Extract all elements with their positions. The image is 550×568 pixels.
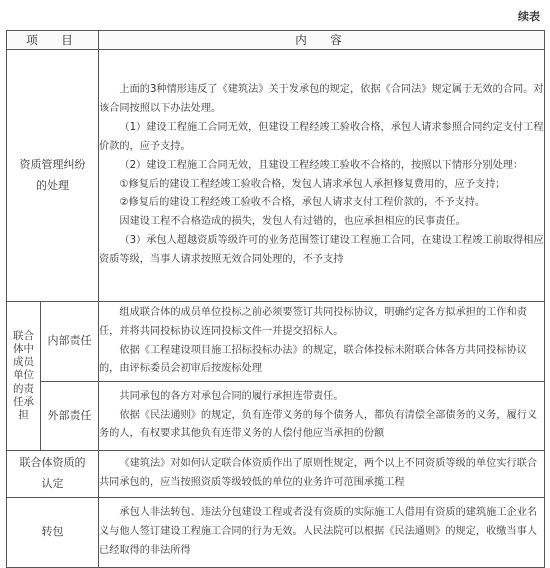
row-content-qualification — [99, 50, 545, 302]
table-row — [7, 382, 545, 451]
row-label-subcontract: 转包 — [7, 498, 99, 568]
row-label-consortium-qualification: 联合体资质的认定 — [7, 451, 99, 498]
row-content-consortium-qualification — [99, 451, 545, 498]
row-label-external: 外部责任 — [41, 382, 99, 451]
row-content-subcontract — [99, 498, 545, 568]
table-row — [7, 302, 545, 382]
row-label-consortium-liability: 联合体中成员单位的责任承担 — [7, 302, 41, 451]
header-item: 项 目 — [7, 31, 99, 50]
paragraph: 上面的3种情形违反了《建筑法》关于发承包的规定，依据《合同法》规定属于无效的合同。对该合同按照以下办法处理。 — [99, 84, 544, 114]
table-header-row — [7, 31, 545, 50]
row-content-internal — [99, 302, 545, 382]
paragraph: 因建设工程不合格造成的损失，发包人有过错的，也应承担相应的民事责任。 — [119, 216, 466, 228]
paragraph: （1）建设工程施工合同无效，但建设工程经竣工验收合格，承包人请求参照合同约定支付工程价款的，应予支持。 — [99, 121, 544, 152]
paragraph: （3）承包人超越资质等级许可的业务范围签订建设工程施工合同，在建设工程竣工前取得相应资质等级，当事人请求按照无效合同处理的，不予支持 — [99, 235, 544, 265]
paragraph: 依据《民法通则》的规定，负有连带义务的每个债务人，都负有清偿全部债务的义务，履行义务的人，有权要求其他负有连带义务的人偿付他应当承担的份额 — [99, 409, 538, 440]
row-label-qualification: 资质管理纠纷的处理 — [7, 50, 99, 302]
paragraph: 组成联合体的成员单位投标之前必须要签订共同投标协议，明确约定各方拟承担的工作和责任，并将共同投标协议连同投标文件一并提交招标人。 — [99, 306, 527, 337]
paragraph: 承包人非法转包、违法分包建设工程或者没有资质的实际施工人借用有资质的建筑施工企业名义与他人签订建设工程施工合同的行为无效。人民法院可以根据《民法通则》的规定，收缴当事人已经取得的非法所得 — [99, 507, 538, 556]
paragraph: （2）建设工程施工合同无效，且建设工程经竣工验收不合格的，按照以下情形分别处理： — [119, 159, 524, 171]
row-content-external — [99, 382, 545, 451]
paragraph: ②修复后的建设工程经竣工验收不合格，承包人请求支付工程价款的，不予支持。 — [119, 197, 486, 209]
row-label-internal: 内部责任 — [41, 302, 99, 382]
paragraph: 依据《工程建设项目施工招标投标办法》的规定，联合体投标未附联合体各方共同投标协议的，由评标委员会初审后按废标处理 — [99, 344, 527, 375]
table-row — [7, 50, 545, 302]
table-caption: 续表 — [518, 10, 540, 23]
header-content: 内 容 — [99, 31, 545, 50]
content-table — [6, 30, 545, 568]
paragraph: 《建筑法》对如何认定联合体资质作出了原则性规定，两个以上不同资质等级的单位实行联合共同承包的，应当按照资质等级较低的单位的业务许可范围承揽工程 — [99, 458, 538, 488]
table-row — [7, 498, 545, 568]
paragraph: ①修复后的建设工程经竣工验收合格，发包人请求承包人承担修复费用的，应予支持； — [119, 178, 506, 190]
table-row — [7, 451, 545, 498]
paragraph: 共同承包的各方对承包合同的履行承担连带责任。 — [119, 390, 344, 402]
